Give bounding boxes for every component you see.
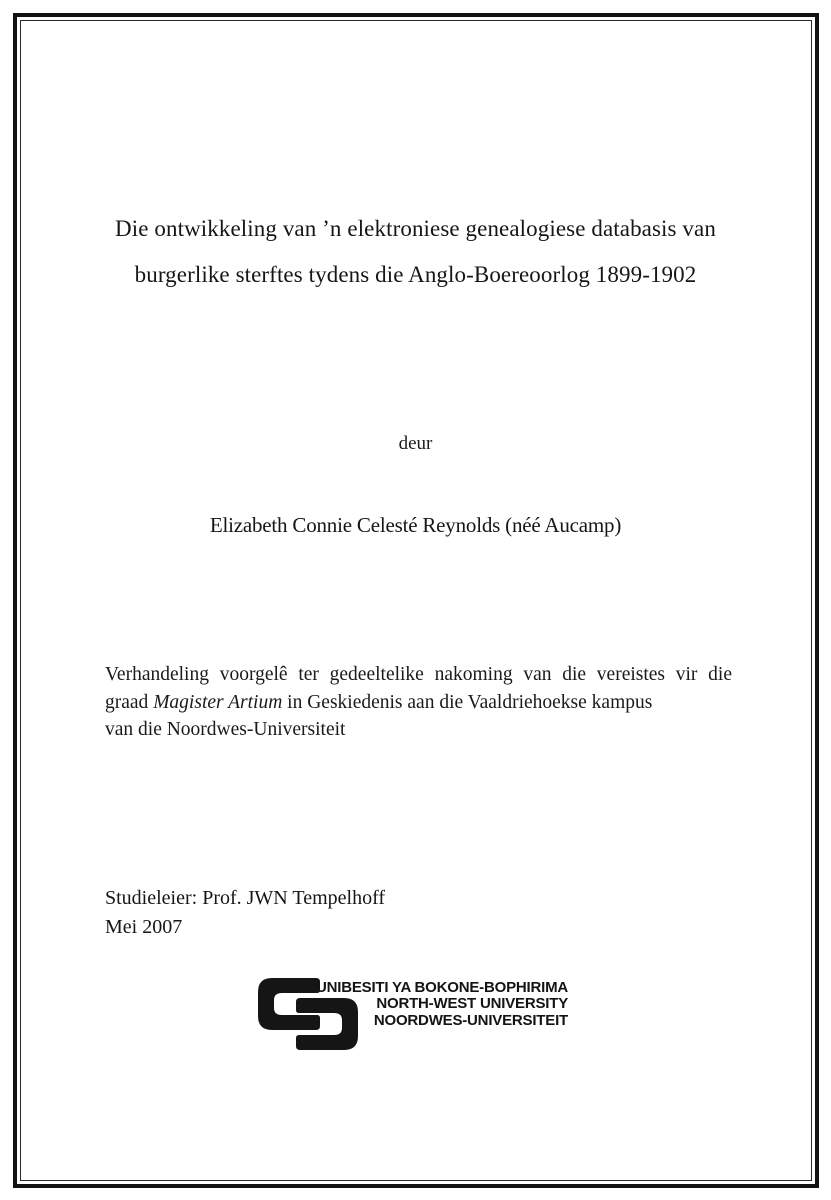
statement-line-2 (105, 689, 732, 717)
author-name: Elizabeth Connie Celesté Reynolds (néé Aucamp) (209, 513, 622, 537)
degree-name-italic: Magister Artium (153, 691, 283, 713)
statement-line-3: van die Noordwes-Universiteit (105, 719, 346, 740)
logo-text-line-3: NOORDWES-UNIVERSITEIT (373, 1011, 568, 1029)
supervisor-block (105, 884, 385, 941)
date-line: Mei 2007 (105, 915, 183, 938)
degree-statement (105, 661, 732, 744)
byline: deur (398, 433, 433, 454)
university-logo (258, 976, 578, 1060)
title-line-1: Die ontwikkeling van ’n elektroniese genealogiese databasis van (115, 216, 716, 241)
logo-text-line-2: NORTH-WEST UNIVERSITY (376, 995, 568, 1013)
statement-line-2-post: in Geskiedenis aan die Vaaldriehoekse kampus (282, 691, 653, 713)
thesis-title (60, 206, 771, 298)
logo-text-line-1: YUNIBESITI YA BOKONE-BOPHIRIMA (306, 979, 568, 996)
supervisor-line: Studieleier: Prof. JWN Tempelhoff (105, 887, 386, 909)
title-line-2: burgerlike sterftes tydens die Anglo-Boereoorlog 1899-1902 (134, 262, 697, 287)
university-logo-text (258, 980, 568, 1029)
statement-line-1: Verhandeling voorgelê ter gedeeltelike nakoming van die vereistes vir die (105, 664, 732, 685)
statement-line-2-pre: graad (105, 691, 154, 713)
